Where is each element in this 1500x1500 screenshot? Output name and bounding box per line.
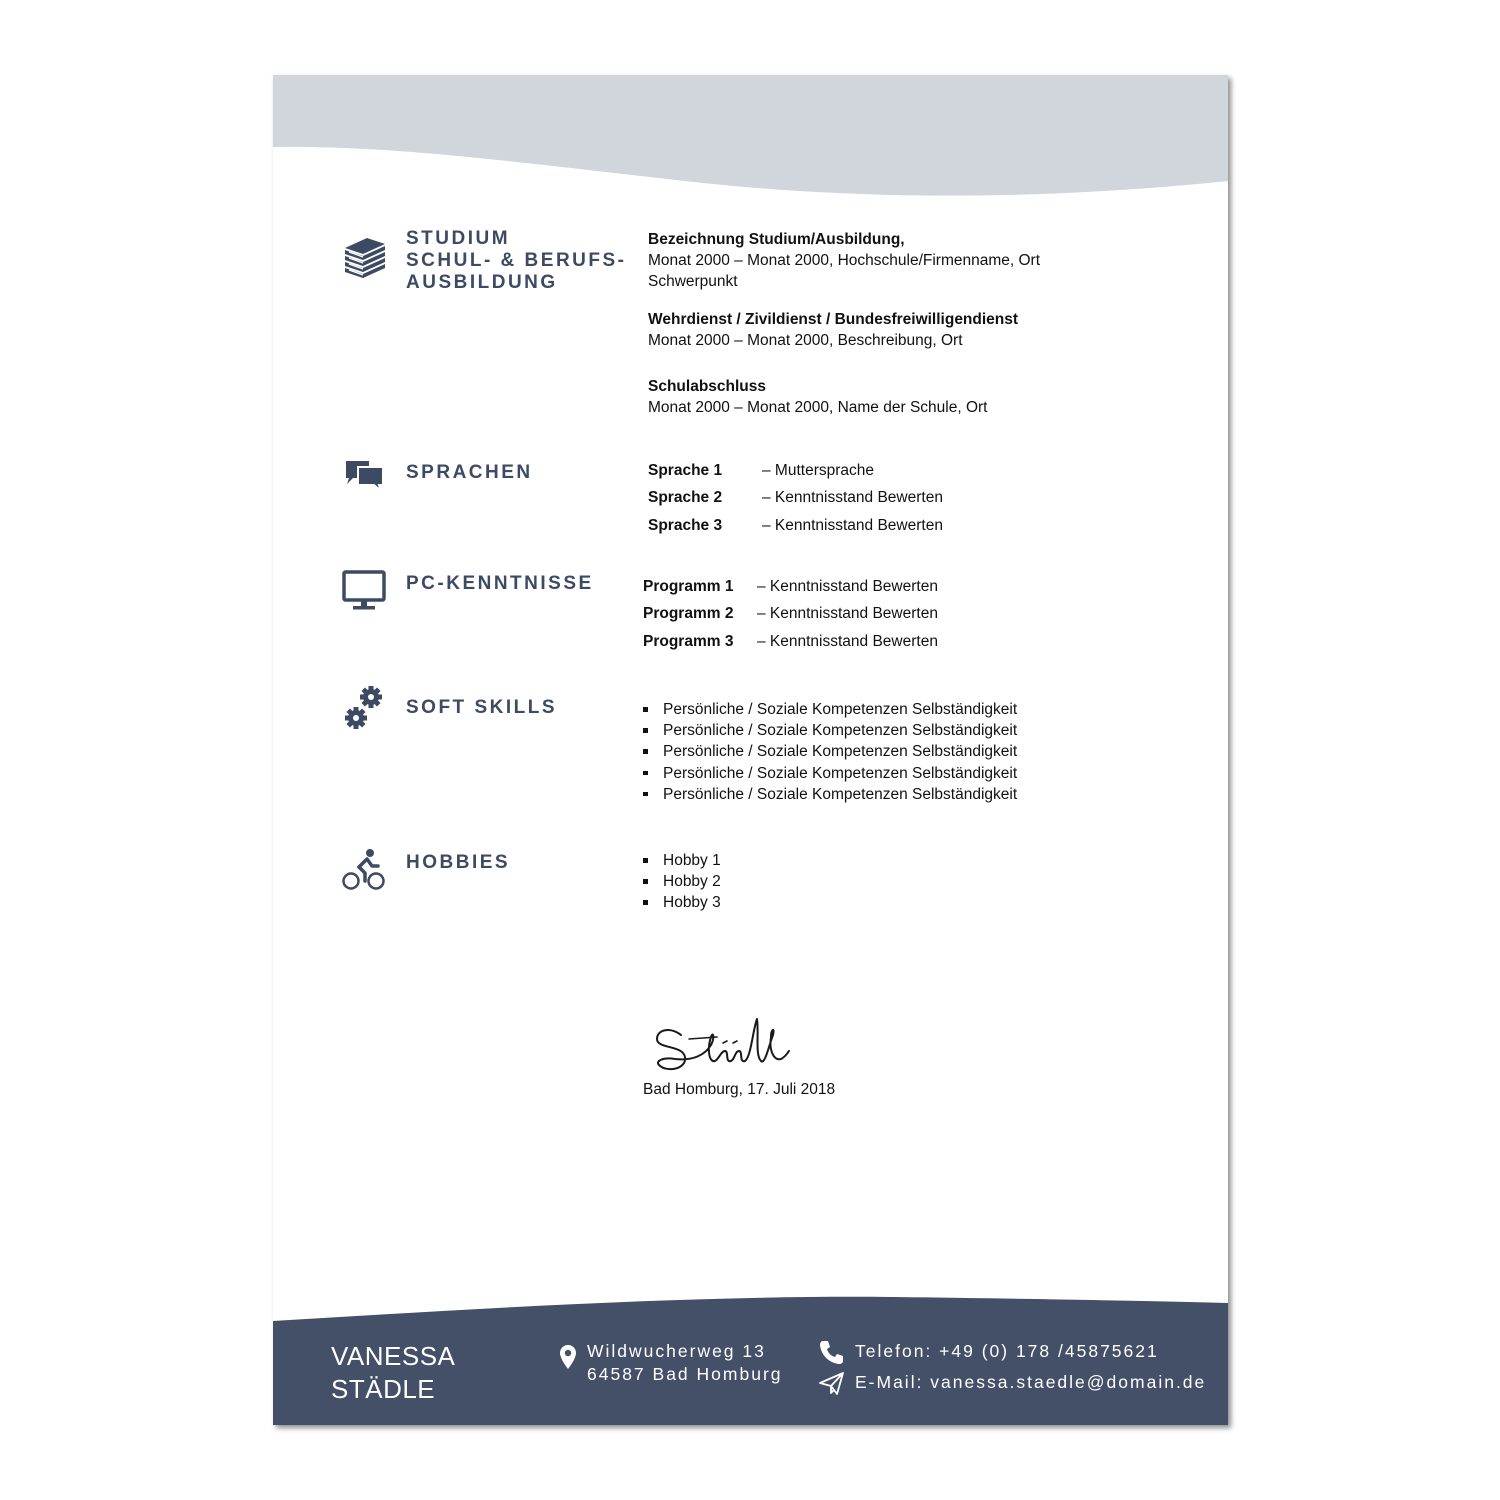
language-name: Sprache 2 — [648, 489, 723, 507]
software-row — [643, 628, 938, 656]
entry-line: Monat 2000 – Monat 2000, Hochschule/Firmenname, Ort — [648, 252, 1041, 269]
phone-number[interactable]: Telefon: +49 (0) 178 /45875621 — [855, 1341, 1159, 1361]
software-level: – Kenntnisstand Bewerten — [757, 577, 938, 595]
software-row — [643, 573, 938, 601]
education-entry-2 — [648, 309, 1018, 351]
softskill-item: Persönliche / Soziale Kompetenzen Selbständigkeit — [641, 741, 1017, 762]
language-level: – Muttersprache — [762, 461, 874, 479]
first-name: VANESSA — [331, 1341, 456, 1371]
softskill-item: Persönliche / Soziale Kompetenzen Selbständigkeit — [641, 763, 1017, 784]
entry-title: Wehrdienst / Zivildienst / Bundesfreiwilligendienst — [648, 311, 1019, 328]
entry-title: Schulabschluss — [648, 378, 767, 395]
section-title-studium: STUDIUM SCHUL- & BERUFS- AUSBILDUNG — [406, 228, 627, 293]
language-row — [648, 485, 943, 513]
software-level: – Kenntnisstand Bewerten — [757, 632, 938, 650]
softskills-list — [641, 699, 1017, 805]
email-address[interactable]: E-Mail: vanessa.staedle@domain.de — [855, 1372, 1207, 1392]
softskill-item: Persönliche / Soziale Kompetenzen Selbständigkeit — [641, 720, 1017, 741]
cv-page — [273, 75, 1228, 1425]
software-list — [643, 573, 938, 656]
softskill-item: Persönliche / Soziale Kompetenzen Selbständigkeit — [641, 699, 1017, 720]
language-row — [648, 457, 943, 485]
paper-plane-icon — [818, 1371, 845, 1396]
gears-icon — [343, 685, 389, 731]
entry-title: Bezeichnung Studium/Ausbildung, — [648, 231, 905, 248]
footer-name — [331, 1340, 455, 1406]
phone-icon — [818, 1339, 845, 1366]
header-wave — [273, 75, 1228, 200]
education-entry-1 — [648, 229, 1040, 292]
software-row — [643, 601, 938, 629]
hobby-item: Hobby 2 — [641, 871, 721, 892]
hobby-item: Hobby 3 — [641, 892, 721, 913]
section-title-pc: PC-KENNTNISSE — [406, 573, 594, 594]
language-row — [648, 512, 943, 540]
books-icon — [341, 234, 387, 280]
entry-line: Schwerpunkt — [648, 273, 738, 290]
city-address: 64587 Bad Homburg — [587, 1364, 783, 1384]
software-name: Programm 1 — [643, 577, 734, 595]
place-date: Bad Homburg, 17. Juli 2018 — [643, 1081, 836, 1098]
handwritten-signature — [653, 1015, 793, 1077]
last-name: STÄDLE — [331, 1374, 436, 1404]
language-level: – Kenntnisstand Bewerten — [762, 489, 943, 507]
section-title-sprachen: SPRACHEN — [406, 462, 533, 483]
language-name: Sprache 3 — [648, 516, 723, 534]
location-pin-icon — [559, 1344, 577, 1370]
monitor-icon — [341, 569, 387, 615]
hobby-item: Hobby 1 — [641, 850, 721, 871]
software-name: Programm 2 — [643, 605, 734, 623]
language-name: Sprache 1 — [648, 461, 723, 479]
education-entry-3 — [648, 376, 987, 418]
entry-line: Monat 2000 – Monat 2000, Beschreibung, Ort — [648, 332, 963, 349]
software-level: – Kenntnisstand Bewerten — [757, 605, 938, 623]
cyclist-icon — [341, 847, 387, 893]
softskill-item: Persönliche / Soziale Kompetenzen Selbständigkeit — [641, 784, 1017, 805]
hobbies-list — [641, 850, 721, 914]
language-level: – Kenntnisstand Bewerten — [762, 516, 943, 534]
section-title-hobbies: HOBBIES — [406, 852, 511, 873]
entry-line: Monat 2000 – Monat 2000, Name der Schule, Ort — [648, 399, 988, 416]
software-name: Programm 3 — [643, 632, 734, 650]
language-list — [648, 457, 943, 540]
street-address: Wildwucherweg 13 — [587, 1341, 766, 1361]
section-title-softskills: SOFT SKILLS — [406, 697, 557, 718]
speech-bubbles-icon — [343, 458, 389, 504]
